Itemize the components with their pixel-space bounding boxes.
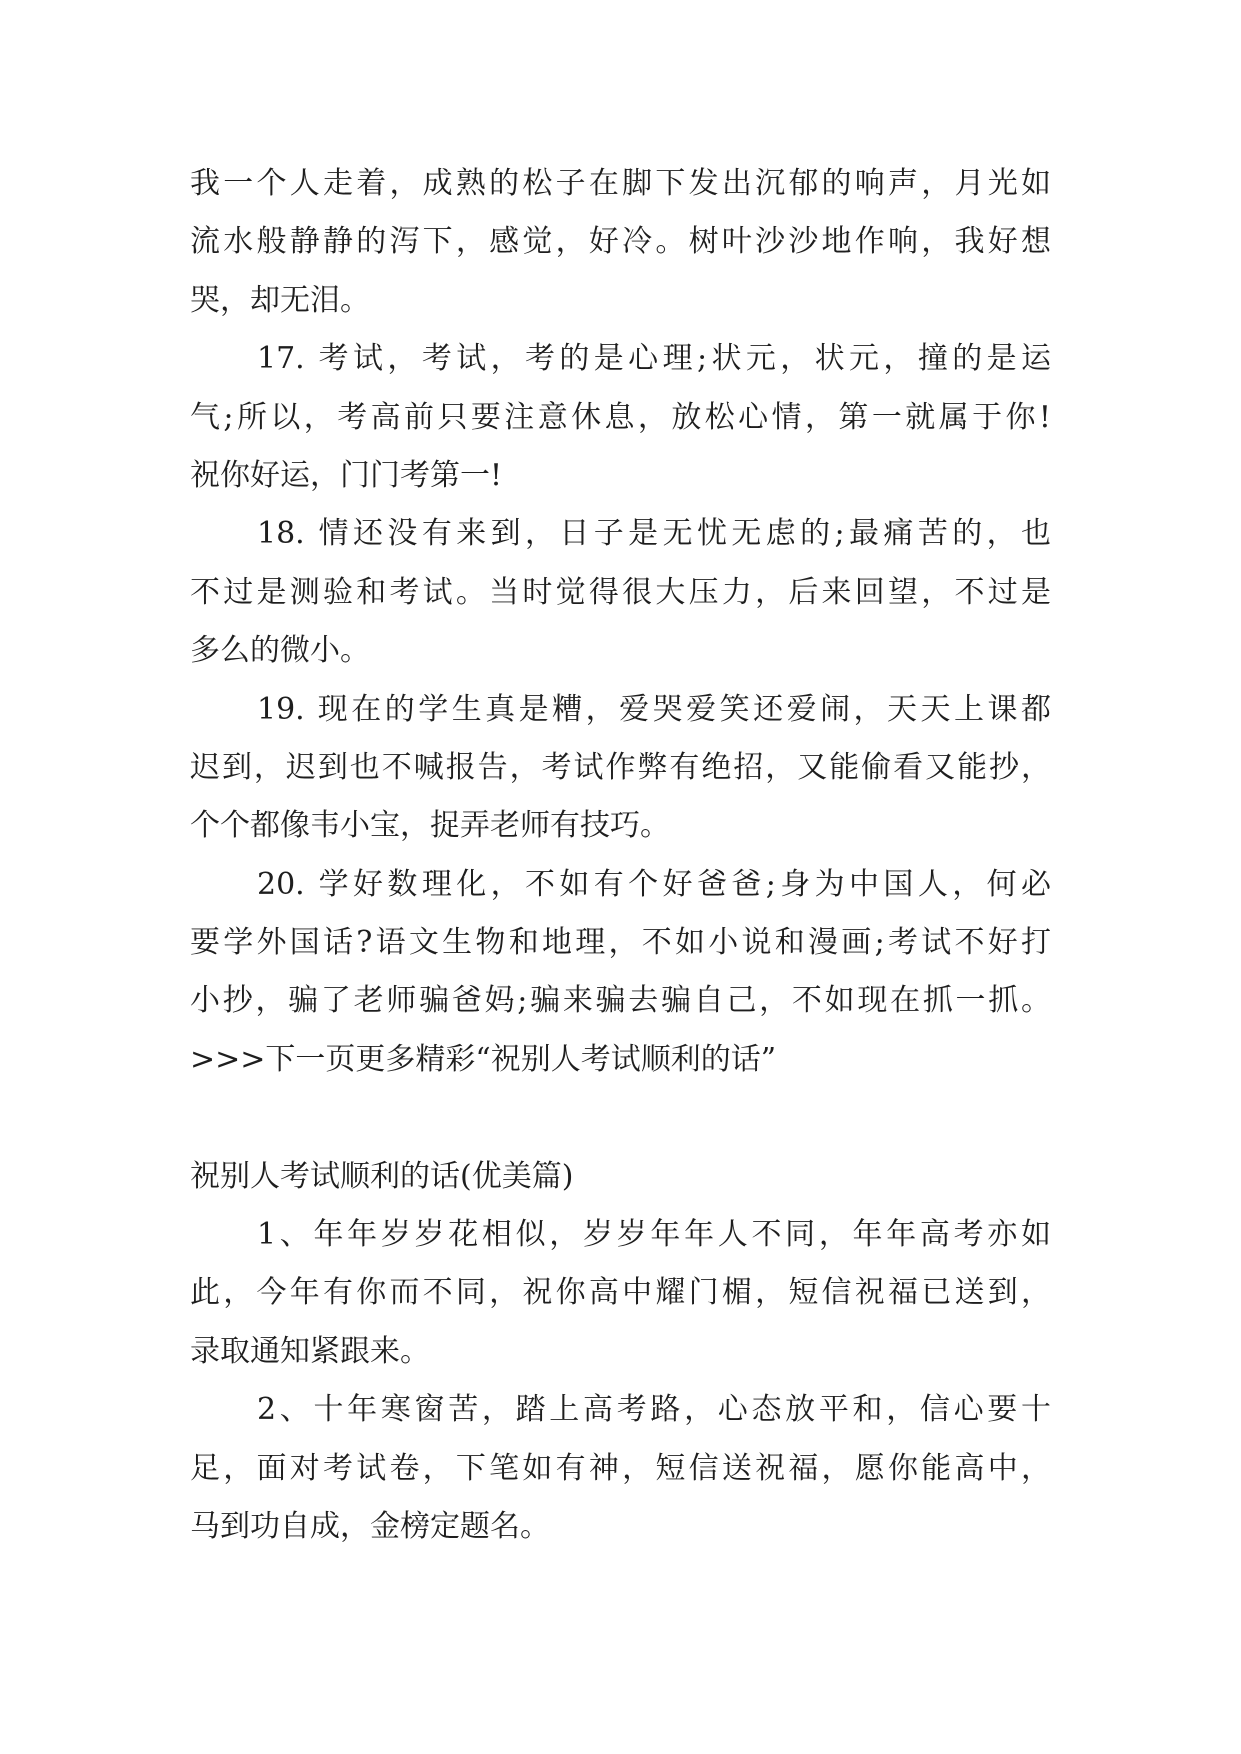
text-line: 足，面对考试卷，下笔如有神，短信送祝福，愿你能高中， [190,1450,1051,1486]
text-line: 录取通知紧跟来。 [190,1333,430,1369]
text-line: 18. 情还没有来到，日子是无忧无虑的;最痛苦的，也 [257,516,1051,552]
text-line: 气;所以，考高前只要注意休息，放松心情，第一就属于你! [190,399,1051,435]
text-line: 1、年年岁岁花相似，岁岁年年人不同，年年高考亦如 [257,1217,1051,1253]
text-line: 祝你好运，门门考第一! [190,457,503,493]
text-line: 不过是测验和考试。当时觉得很大压力，后来回望，不过是 [190,574,1051,610]
text-line: 迟到，迟到也不喊报告，考试作弊有绝招，又能偷看又能抄， [190,749,1051,785]
text-line: 2、十年寒窗苦，踏上高考路，心态放平和，信心要十 [257,1392,1051,1428]
paragraph [190,155,1051,330]
text-line: 20. 学好数理化，不如有个好爸爸;身为中国人，何必 [257,866,1051,902]
paragraph-item-2 [190,1381,1051,1556]
paragraph-item-19 [190,681,1051,856]
text-line: 流水般静静的泻下，感觉，好冷。树叶沙沙地作响，我好想 [190,224,1051,260]
document-page [190,155,1051,1556]
text-line: 17. 考试，考试，考的是心理;状元，状元，撞的是运 [257,341,1051,377]
text-line: 我一个人走着，成熟的松子在脚下发出沉郁的响声，月光如 [190,166,1051,201]
text-line: 个个都像韦小宝，捉弄老师有技巧。 [190,808,670,844]
text-line: 此，今年有你而不同，祝你高中耀门楣，短信祝福已送到， [190,1275,1051,1311]
text-line: 哭，却无泪。 [190,282,370,318]
text-line: 马到功自成，金榜定题名。 [190,1508,550,1544]
paragraph-item-20 [190,856,1051,1031]
paragraph-item-1 [190,1206,1051,1381]
blank-line [190,1089,1051,1147]
continue-note: >>>下一页更多精彩“祝别人考试顺利的话” [190,1041,777,1077]
text-line: 要学外国话?语文生物和地理，不如小说和漫画;考试不好打 [190,925,1051,961]
section-heading: 祝别人考试顺利的话(优美篇) [190,1158,574,1194]
text-line: 多么的微小。 [190,633,370,669]
paragraph-item-17 [190,330,1051,505]
text-line: 小抄，骗了老师骗爸妈;骗来骗去骗自己，不如现在抓一抓。 [190,983,1051,1019]
paragraph-item-18 [190,505,1051,680]
text-line: 19. 现在的学生真是糟，爱哭爱笑还爱闹，天天上课都 [257,691,1051,727]
